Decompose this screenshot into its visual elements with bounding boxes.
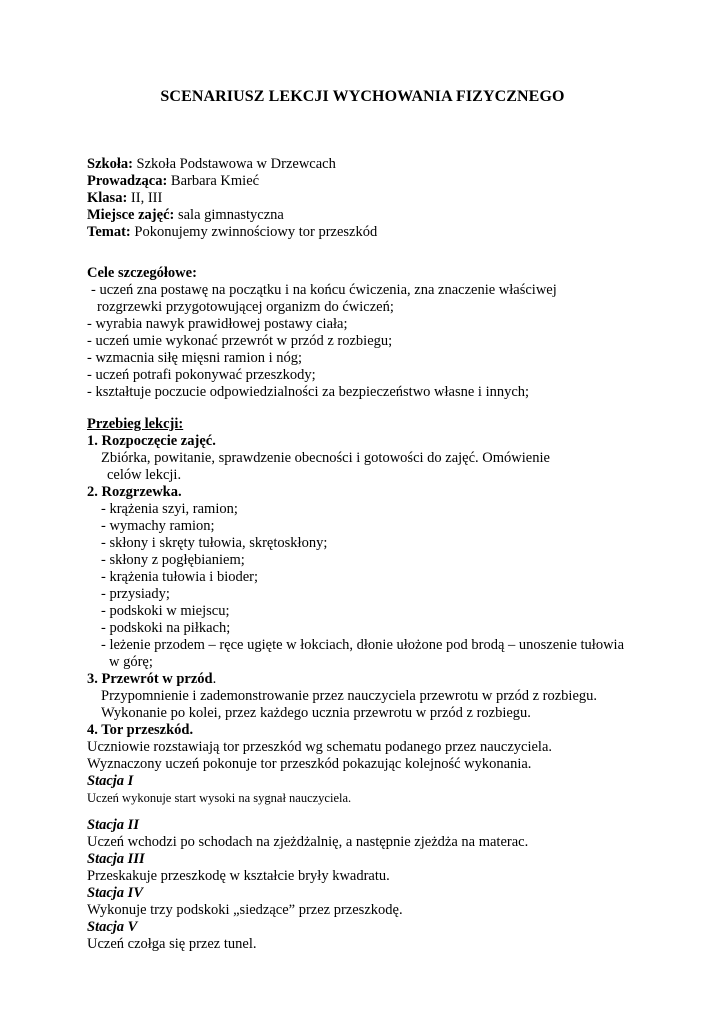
section-4-text: Wyznaczony uczeń pokonuje tor przeszkód pokazując kolejność wykonania. [87, 756, 532, 772]
goal-item: - wzmacnia siłę mięsni ramion i nóg; [87, 350, 303, 366]
goal-item: - uczeń umie wykonać przewrót w przód z rozbiegu; [87, 333, 393, 349]
goal-item-continuation: rozgrzewki przygotowującej organizm do ćwiczeń; [97, 299, 394, 315]
section-1-text: celów lekcji. [107, 467, 182, 483]
warmup-item: - skłony i skręty tułowia, skrętoskłony; [101, 535, 328, 551]
section-3-text: Przypomnienie i zademonstrowanie przez nauczyciela przewrotu w przód z rozbiegu. [101, 688, 598, 704]
section-4-text: Uczniowie rozstawiają tor przeszkód wg schematu podanego przez nauczyciela. [87, 739, 552, 755]
info-topic [87, 224, 647, 241]
warmup-item: - podskoki na piłkach; [101, 620, 231, 636]
info-label: Szkoła: [87, 156, 133, 172]
lesson-section [87, 416, 647, 807]
station-text: Wykonuje trzy podskoki „siedzące” przez przeszkodę. [87, 902, 403, 918]
station-name: Stacja II [87, 817, 139, 833]
section-3-text: Wykonanie po kolei, przez każdego ucznia przewrotu w przód z rozbiegu. [101, 705, 531, 721]
station-text: Uczeń wchodzi po schodach na zjeżdżalnię, a następnie zjeżdża na materac. [87, 834, 529, 850]
section-1-title: 1. Rozpoczęcie zajęć. [87, 433, 216, 449]
section-4-title: 4. Tor przeszkód. [87, 722, 194, 738]
warmup-item: - skłony z pogłębianiem; [101, 552, 245, 568]
info-value: Szkoła Podstawowa w Drzewcach [132, 156, 336, 172]
warmup-item: - leżenie przodem – ręce ugięte w łokciach, dłonie ułożone pod brodą – unoszenie tułowia [101, 637, 625, 653]
info-label: Miejsce zajęć: [87, 207, 175, 223]
goal-item: - uczeń zna postawę na początku i na końcu ćwiczenia, zna znaczenie właściwej [91, 282, 557, 298]
section-2-title: 2. Rozgrzewka. [87, 484, 182, 500]
station-name: Stacja I [87, 773, 134, 789]
station-text: Uczeń wykonuje start wysoki na sygnał nauczyciela. [87, 791, 352, 805]
info-value: II, III [127, 190, 163, 206]
lesson-heading: Przebieg lekcji: [87, 416, 184, 432]
goal-item: - kształtuje poczucie odpowiedzialności za bezpieczeństwo własne i innych; [87, 384, 530, 400]
goals-heading: Cele szczegółowe: [87, 265, 197, 281]
section-3-title-dot: . [212, 671, 217, 687]
info-value: sala gimnastyczna [174, 207, 284, 223]
info-place [87, 207, 647, 224]
warmup-item: - wymachy ramion; [101, 518, 215, 534]
station-text: Przeskakuje przeszkodę w kształcie bryły kwadratu. [87, 868, 390, 884]
info-label: Temat: [87, 224, 131, 240]
section-3-title-row [87, 671, 647, 688]
section-3-title: 3. Przewrót w przód [87, 671, 213, 687]
warmup-item: - podskoki w miejscu; [101, 603, 230, 619]
info-section [87, 156, 647, 241]
info-value: Barbara Kmieć [167, 173, 260, 189]
document-title: SCENARIUSZ LEKCJI WYCHOWANIA FIZYCZNEGO [160, 88, 565, 105]
station-name: Stacja IV [87, 885, 143, 901]
station-name: Stacja III [87, 851, 145, 867]
warmup-item-continuation: w górę; [109, 654, 153, 670]
stations-section [87, 817, 647, 953]
info-teacher [87, 173, 647, 190]
station-text: Uczeń czołga się przez tunel. [87, 936, 257, 952]
goal-item: - uczeń potrafi pokonywać przeszkody; [87, 367, 316, 383]
info-label: Klasa: [87, 190, 128, 206]
info-label: Prowadząca: [87, 173, 168, 189]
info-class [87, 190, 647, 207]
station-name: Stacja V [87, 919, 138, 935]
warmup-item: - przysiady; [101, 586, 170, 602]
info-value: Pokonujemy zwinnościowy tor przeszkód [130, 224, 378, 240]
info-school [87, 156, 647, 173]
warmup-item: - krążenia tułowia i bioder; [101, 569, 259, 585]
warmup-item: - krążenia szyi, ramion; [101, 501, 238, 517]
section-1-text: Zbiórka, powitanie, sprawdzenie obecności i gotowości do zajęć. Omówienie [101, 450, 550, 466]
goal-item: - wyrabia nawyk prawidłowej postawy ciała; [87, 316, 348, 332]
goals-section [87, 265, 647, 401]
